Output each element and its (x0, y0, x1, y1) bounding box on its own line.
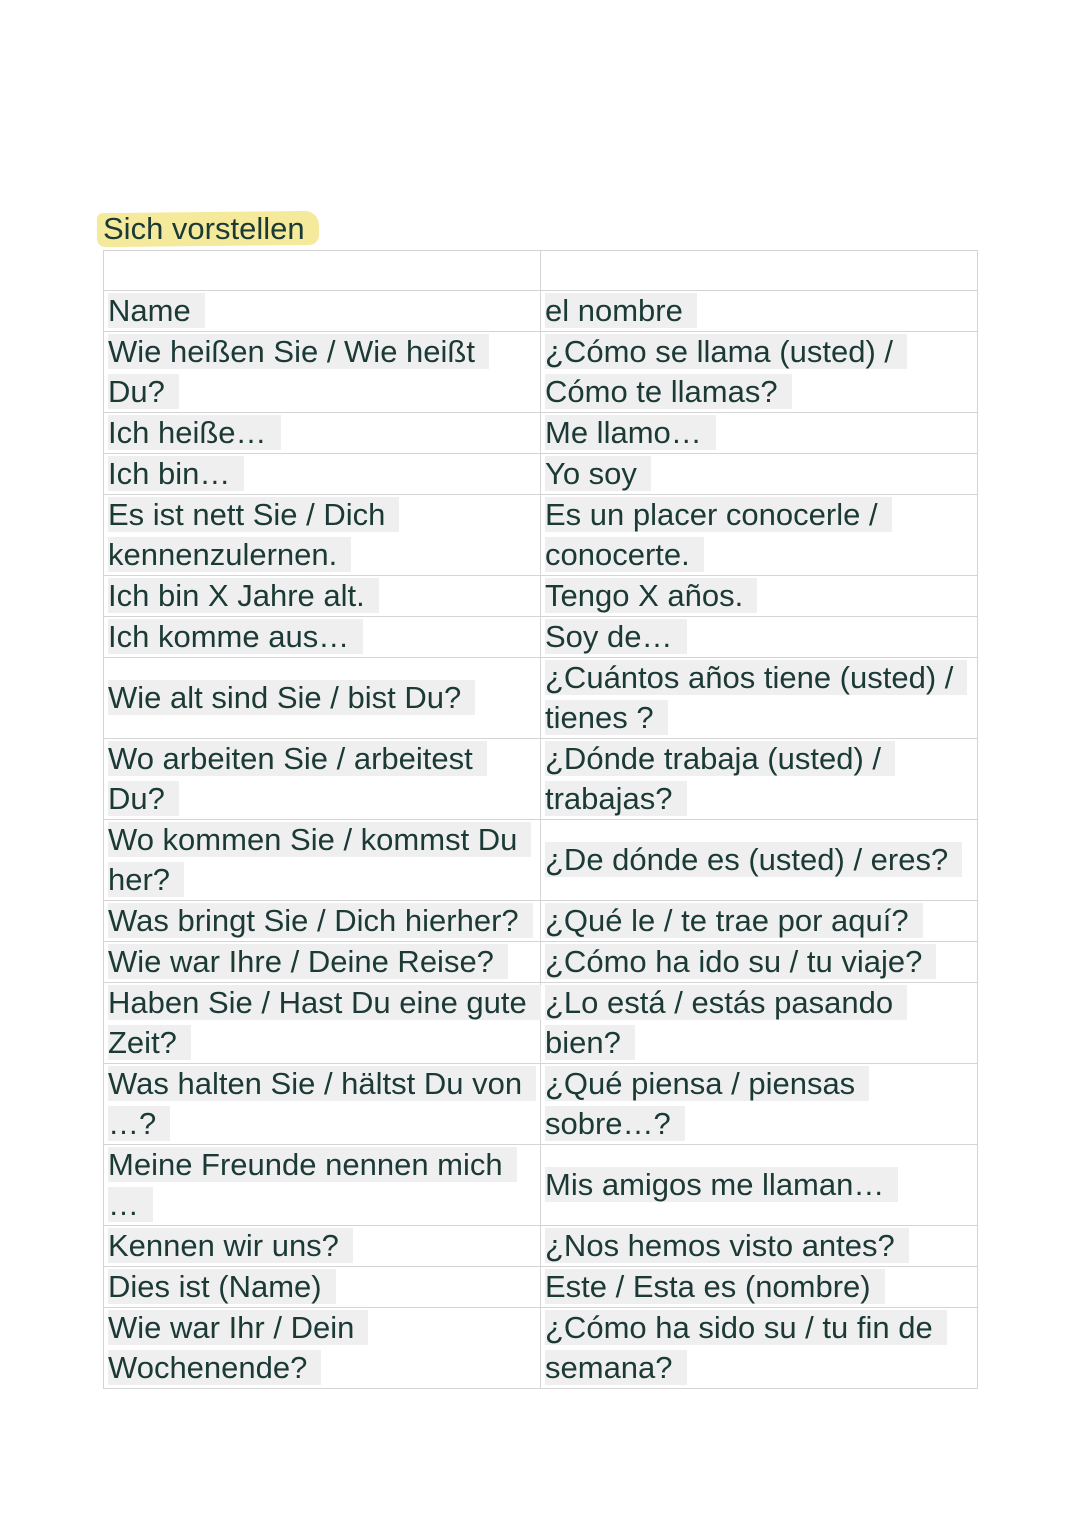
section-title-wrap (103, 210, 305, 248)
cell-text-de: Es ist nett Sie / Dich kennenzulernen. (108, 497, 399, 572)
cell-de (104, 1308, 541, 1389)
cell-text-de: Meine Freunde nennen mich … (108, 1147, 517, 1222)
cell-text-es: el nombre (545, 293, 697, 328)
cell-de (104, 942, 541, 983)
cell-text-es: ¿Lo está / estás pasando bien? (545, 985, 907, 1060)
cell-text-es: ¿Cómo se llama (usted) / Cómo te llamas? (545, 334, 907, 409)
table-row (104, 576, 978, 617)
table-row (104, 739, 978, 820)
cell-es (541, 1064, 978, 1145)
table-row (104, 332, 978, 413)
table-row (104, 413, 978, 454)
cell-text-de: Was bringt Sie / Dich hierher? (108, 903, 533, 938)
cell-de (104, 1267, 541, 1308)
cell-text-de: Wie heißen Sie / Wie heißt Du? (108, 334, 489, 409)
cell-text-es: ¿Dónde trabaja (usted) / trabajas? (545, 741, 895, 816)
cell-es (541, 576, 978, 617)
cell-text-es: ¿Cómo ha ido su / tu viaje? (545, 944, 936, 979)
cell-text-de: Kennen wir uns? (108, 1228, 353, 1263)
table-row (104, 1226, 978, 1267)
cell-es (541, 291, 978, 332)
table-row (104, 495, 978, 576)
table-row (104, 901, 978, 942)
cell-text-es: ¿Cuántos años tiene (usted) / tienes ? (545, 660, 967, 735)
cell-de (104, 413, 541, 454)
cell-es (541, 820, 978, 901)
cell-es (541, 1267, 978, 1308)
cell-text-de: Haben Sie / Hast Du eine gute Zeit? (108, 985, 541, 1060)
cell-text-es: ¿De dónde es (usted) / eres? (545, 842, 962, 877)
table-row (104, 617, 978, 658)
cell-es (541, 901, 978, 942)
cell-text-es: ¿Cómo ha sido su / tu fin de semana? (545, 1310, 947, 1385)
cell-de (104, 576, 541, 617)
cell-text-de: Wie war Ihr / Dein Wochenende? (108, 1310, 368, 1385)
cell-de (104, 983, 541, 1064)
cell-de (104, 1145, 541, 1226)
cell-text-de: Was halten Sie / hältst Du von …? (108, 1066, 536, 1141)
table-row (104, 820, 978, 901)
cell-es (541, 983, 978, 1064)
cell-text-es: Tengo X años. (545, 578, 757, 613)
cell-de (104, 739, 541, 820)
cell-text-es: ¿Qué piensa / piensas sobre…? (545, 1066, 869, 1141)
cell-text-es: ¿Nos hemos visto antes? (545, 1228, 909, 1263)
table-row (104, 1308, 978, 1389)
table-row (104, 1145, 978, 1226)
cell-text-es: Yo soy (545, 456, 651, 491)
cell-es (541, 942, 978, 983)
cell-text-es: Me llamo… (545, 415, 716, 450)
cell-text-de: Name (108, 293, 205, 328)
cell-text-de: Wie alt sind Sie / bist Du? (108, 680, 475, 715)
cell-de (104, 901, 541, 942)
cell-es (541, 1226, 978, 1267)
cell-es (541, 617, 978, 658)
table-header-row (104, 251, 978, 291)
cell-de (104, 291, 541, 332)
table-row (104, 1064, 978, 1145)
cell-es (541, 332, 978, 413)
table-row (104, 291, 978, 332)
cell-es (541, 454, 978, 495)
table-row (104, 942, 978, 983)
cell-text-de: Ich bin… (108, 456, 244, 491)
cell-text-es: Mis amigos me llaman… (545, 1167, 898, 1202)
cell-text-de: Ich komme aus… (108, 619, 363, 654)
page-title: Sich vorstellen (103, 211, 305, 246)
cell-de (104, 332, 541, 413)
cell-de (104, 1226, 541, 1267)
header-cell-de (104, 251, 541, 291)
cell-text-es: ¿Qué le / te trae por aquí? (545, 903, 923, 938)
cell-text-de: Ich bin X Jahre alt. (108, 578, 379, 613)
cell-de (104, 658, 541, 739)
cell-es (541, 1145, 978, 1226)
vocabulary-table (103, 250, 978, 1389)
cell-text-es: Este / Esta es (nombre) (545, 1269, 885, 1304)
cell-de (104, 820, 541, 901)
cell-es (541, 739, 978, 820)
cell-de (104, 454, 541, 495)
cell-text-de: Ich heiße… (108, 415, 281, 450)
table-row (104, 658, 978, 739)
cell-text-de: Wo arbeiten Sie / arbeitest Du? (108, 741, 487, 816)
cell-text-de: Wo kommen Sie / kommst Du her? (108, 822, 531, 897)
cell-es (541, 413, 978, 454)
cell-de (104, 495, 541, 576)
cell-de (104, 617, 541, 658)
table-row (104, 454, 978, 495)
table-row (104, 1267, 978, 1308)
header-cell-es (541, 251, 978, 291)
cell-text-es: Soy de… (545, 619, 687, 654)
cell-de (104, 1064, 541, 1145)
cell-es (541, 658, 978, 739)
cell-es (541, 1308, 978, 1389)
cell-text-de: Wie war Ihre / Deine Reise? (108, 944, 508, 979)
cell-text-es: Es un placer conocerle / conocerte. (545, 497, 892, 572)
table-row (104, 983, 978, 1064)
cell-text-de: Dies ist (Name) (108, 1269, 336, 1304)
cell-es (541, 495, 978, 576)
